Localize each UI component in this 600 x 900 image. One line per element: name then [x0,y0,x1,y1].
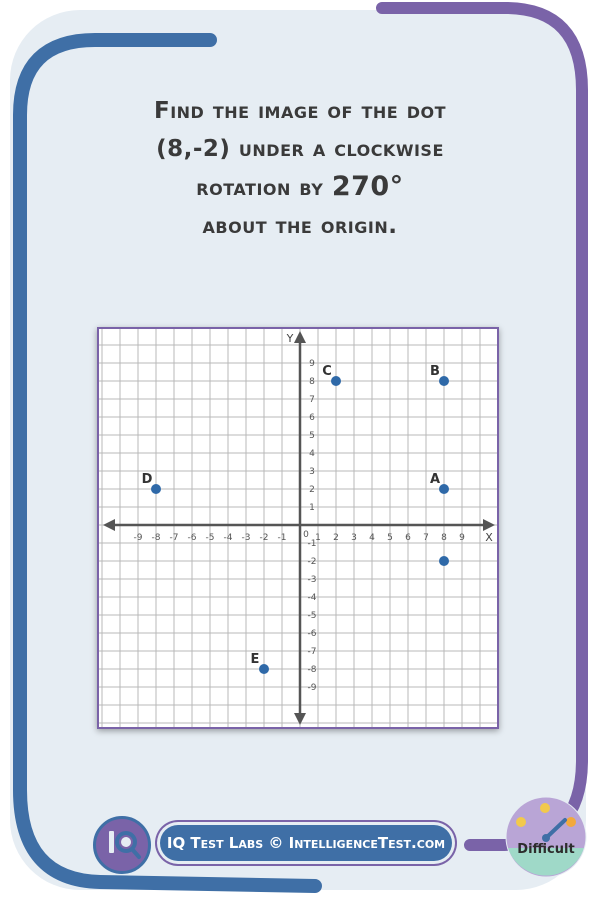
magnifier-logo-icon [96,819,148,871]
point-label: E [250,652,260,667]
y-tick-label: 1 [309,503,315,513]
x-tick-label: 9 [459,533,465,543]
smiley-easy-icon [516,817,526,827]
y-tick-label: -5 [307,611,317,621]
x-tick-label: 1 [315,533,321,543]
difficulty-badge [505,796,587,878]
y-tick-label: 4 [309,449,315,459]
brand-banner[interactable]: IQ Test Labs © IntelligenceTest.com [160,825,452,861]
question-line-3 [60,168,540,207]
y-tick-label: 2 [309,485,315,495]
point-label: B [430,364,440,379]
x-tick-label: -6 [187,533,197,543]
smiley-hard-icon [566,817,576,827]
coordinate-grid-panel [97,327,499,729]
rotation-angle: 270° [331,171,404,202]
x-axis-arrow-left [103,519,115,531]
origin-label: 0 [303,530,309,540]
y-tick-label: -9 [307,683,317,693]
plotted-point [439,556,449,566]
logo-badge [93,816,151,874]
x-tick-label: 8 [441,533,447,543]
y-axis-label: Y [286,332,294,345]
y-tick-label: -8 [307,665,317,675]
y-tick-label: -4 [307,593,317,603]
plotted-point [439,484,449,494]
question-line-1: Find the image of the dot [154,98,446,124]
x-tick-label: -2 [259,533,269,543]
x-tick-label: 7 [423,533,429,543]
point-label: C [322,364,332,379]
x-tick-label: 3 [351,533,357,543]
smiley-medium-icon [540,803,550,813]
y-tick-label: 9 [309,359,315,369]
plotted-point [259,664,269,674]
y-tick-label: 8 [309,377,315,387]
x-axis-label: X [485,531,493,544]
question-line-2: (8,-2) under a clockwise [156,136,444,162]
y-tick-label: -7 [307,647,317,657]
plotted-point [439,376,449,386]
difficulty-gauge-icon [505,796,587,878]
x-tick-label: 5 [387,533,393,543]
y-tick-label: 7 [309,395,315,405]
x-tick-label: 4 [369,533,375,543]
question-line-4: about the origin. [202,213,398,239]
question-text [60,92,540,245]
x-axis-arrow-right [483,519,495,531]
x-tick-label: -7 [169,533,179,543]
plotted-point [151,484,161,494]
y-tick-label: 6 [309,413,315,423]
point-label: A [429,472,441,487]
x-tick-label: -3 [241,533,251,543]
x-tick-label: -1 [277,533,287,543]
coordinate-grid [99,329,497,727]
y-tick-label: -6 [307,629,317,639]
y-tick-label: 3 [309,467,315,477]
y-tick-label: -2 [307,557,317,567]
question-line-3-text: rotation by [196,175,332,201]
x-tick-label: -9 [133,533,143,543]
y-tick-label: 5 [309,431,315,441]
point-label: D [141,472,153,487]
x-tick-label: -8 [151,533,161,543]
y-axis-arrow-up [294,331,306,343]
x-tick-label: 2 [333,533,339,543]
x-tick-label: -5 [205,533,215,543]
difficulty-label: Difficult [517,842,575,857]
plotted-point [331,376,341,386]
y-tick-label: -3 [307,575,317,585]
x-tick-label: -4 [223,533,233,543]
x-tick-label: 6 [405,533,411,543]
y-tick-label: -1 [307,539,317,549]
